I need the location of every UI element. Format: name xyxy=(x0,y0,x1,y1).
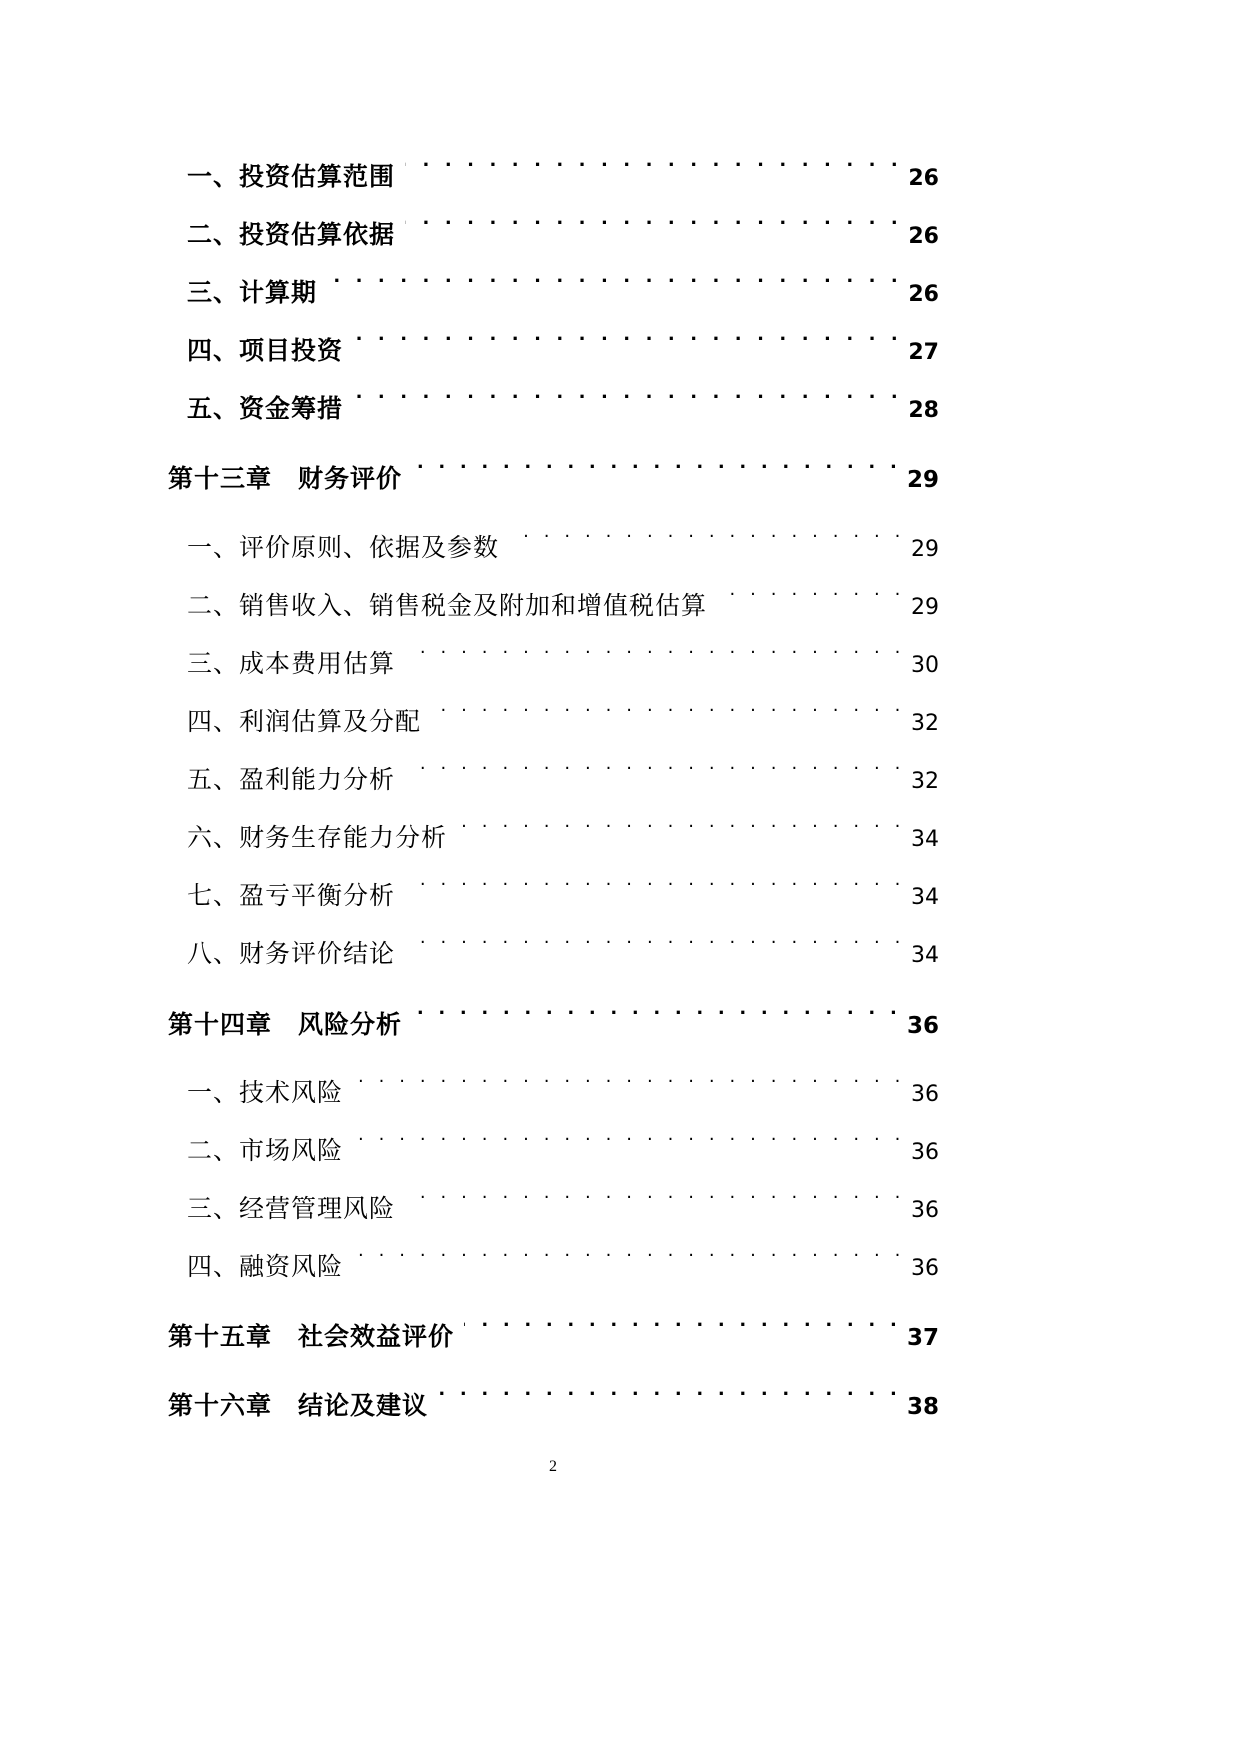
chapter-number: 第十四章 xyxy=(168,1010,273,1039)
chapter-number: 第十六章 xyxy=(168,1391,273,1420)
toc-chapter-heading xyxy=(168,457,402,501)
toc-entry-title: 五、盈利能力分析 xyxy=(187,765,396,794)
toc-entry-investment-scope[interactable] xyxy=(187,141,939,191)
dot-leader xyxy=(431,686,905,730)
toc-entry-page: 36 xyxy=(911,1082,939,1107)
toc-entry-page: 34 xyxy=(911,827,939,852)
toc-entry-sales-revenue[interactable] xyxy=(187,570,939,620)
dot-leader xyxy=(717,570,905,614)
toc-entry-title: 一、投资估算范围 xyxy=(187,162,396,191)
toc-chapter-heading xyxy=(168,1315,454,1359)
toc-entry-page: 36 xyxy=(911,1198,939,1223)
toc-entry-project-investment[interactable] xyxy=(187,315,939,365)
toc-chapter-page: 38 xyxy=(906,1394,939,1420)
toc-chapter-16[interactable] xyxy=(168,1370,939,1420)
toc-entry-page: 32 xyxy=(911,769,939,794)
toc-entry-page: 26 xyxy=(908,166,939,191)
toc-entry-fund-raising[interactable] xyxy=(187,373,939,423)
toc-chapter-page: 36 xyxy=(906,1013,939,1039)
chapter-number: 第十五章 xyxy=(168,1322,273,1351)
dot-leader xyxy=(327,257,902,301)
toc-entry-title: 二、销售收入、销售税金及附加和增值税估算 xyxy=(187,591,708,620)
toc-entry-title: 八、财务评价结论 xyxy=(187,939,396,968)
toc-chapter-14[interactable] xyxy=(168,989,939,1039)
toc-entry-evaluation-principles[interactable] xyxy=(187,512,939,562)
dot-leader xyxy=(353,315,902,359)
toc-chapter-heading xyxy=(168,1384,428,1428)
toc-entry-page: 34 xyxy=(911,943,939,968)
toc-entry-page: 36 xyxy=(911,1256,939,1281)
toc-entry-title: 二、投资估算依据 xyxy=(187,220,396,249)
toc-entry-title: 四、融资风险 xyxy=(187,1252,344,1281)
chapter-title: 结论及建议 xyxy=(298,1391,429,1420)
chapter-title: 风险分析 xyxy=(298,1010,403,1039)
toc-entry-title: 三、计算期 xyxy=(187,278,318,307)
toc-entry-page: 29 xyxy=(911,537,939,562)
toc-entry-title: 一、技术风险 xyxy=(187,1078,344,1107)
toc-entry-page: 27 xyxy=(908,340,939,365)
dot-leader xyxy=(353,1057,905,1101)
toc-entry-profit-estimate[interactable] xyxy=(187,686,939,736)
toc-entry-page: 32 xyxy=(911,711,939,736)
toc-entry-title: 三、成本费用估算 xyxy=(187,649,396,678)
chapter-number: 第十三章 xyxy=(168,464,273,493)
dot-leader xyxy=(412,443,901,487)
toc-entry-page: 34 xyxy=(911,885,939,910)
toc-entry-calculation-period[interactable] xyxy=(187,257,939,307)
dot-leader xyxy=(405,628,905,672)
toc-entry-page: 36 xyxy=(911,1140,939,1165)
toc-entry-cost-estimate[interactable] xyxy=(187,628,939,678)
toc-entry-title: 七、盈亏平衡分析 xyxy=(187,881,396,910)
toc-entry-financial-viability[interactable] xyxy=(187,802,939,852)
toc-chapter-15[interactable] xyxy=(168,1301,939,1351)
toc-entry-technical-risk[interactable] xyxy=(187,1057,939,1107)
toc-entry-page: 28 xyxy=(908,398,939,423)
dot-leader xyxy=(405,141,902,185)
dot-leader xyxy=(405,744,905,788)
toc-entry-market-risk[interactable] xyxy=(187,1115,939,1165)
chapter-title: 社会效益评价 xyxy=(298,1322,455,1351)
toc-entry-title: 二、市场风险 xyxy=(187,1136,344,1165)
toc-entry-page: 26 xyxy=(908,282,939,307)
dot-leader xyxy=(405,918,905,962)
dot-leader xyxy=(509,512,905,556)
chapter-title: 财务评价 xyxy=(298,464,403,493)
dot-leader xyxy=(353,1115,905,1159)
toc-entry-break-even[interactable] xyxy=(187,860,939,910)
dot-leader xyxy=(405,860,905,904)
dot-leader xyxy=(353,1231,905,1275)
dot-leader xyxy=(353,373,902,417)
dot-leader xyxy=(412,989,901,1033)
toc-chapter-13[interactable] xyxy=(168,443,939,493)
toc-entry-financing-risk[interactable] xyxy=(187,1231,939,1281)
toc-entry-profitability[interactable] xyxy=(187,744,939,794)
dot-leader xyxy=(405,199,902,243)
toc-entry-title: 一、评价原则、依据及参数 xyxy=(187,533,500,562)
toc-entry-page: 30 xyxy=(911,653,939,678)
toc-chapter-page: 29 xyxy=(906,467,939,493)
dot-leader xyxy=(438,1370,901,1414)
dot-leader xyxy=(457,802,905,846)
toc-entry-title: 四、项目投资 xyxy=(187,336,344,365)
toc-entry-page: 29 xyxy=(911,595,939,620)
toc-entry-evaluation-conclusion[interactable] xyxy=(187,918,939,968)
page-number: 2 xyxy=(549,1458,557,1475)
toc-entry-title: 四、利润估算及分配 xyxy=(187,707,422,736)
toc-entry-investment-basis[interactable] xyxy=(187,199,939,249)
toc-entry-title: 五、资金筹措 xyxy=(187,394,344,423)
dot-leader xyxy=(464,1301,901,1345)
toc-entry-page: 26 xyxy=(908,224,939,249)
toc-entry-management-risk[interactable] xyxy=(187,1173,939,1223)
toc-entry-title: 六、财务生存能力分析 xyxy=(187,823,448,852)
toc-entry-title: 三、经营管理风险 xyxy=(187,1194,396,1223)
toc-chapter-page: 37 xyxy=(906,1325,939,1351)
dot-leader xyxy=(405,1173,905,1217)
toc-chapter-heading xyxy=(168,1003,402,1047)
